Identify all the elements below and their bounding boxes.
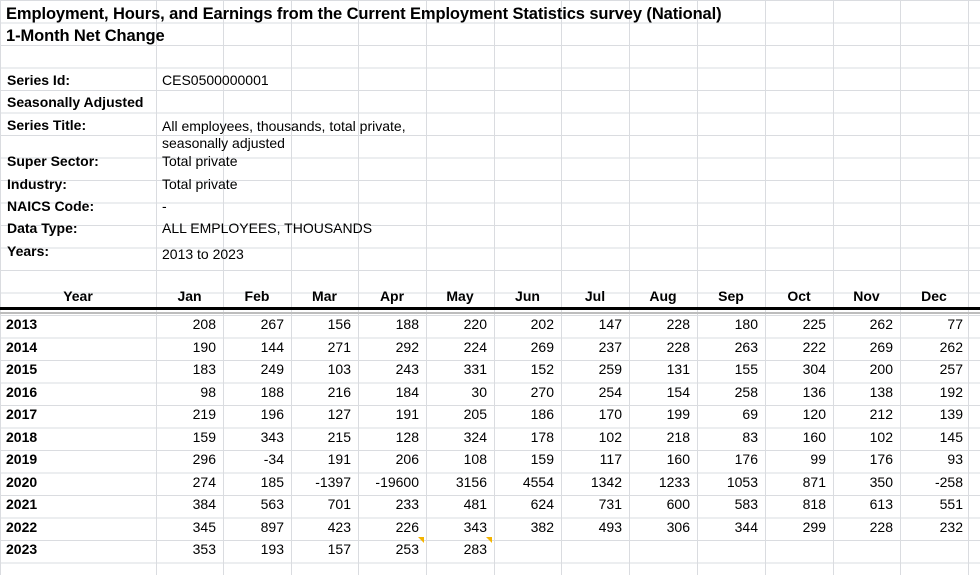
table-cell[interactable]: 212 [869,406,893,422]
table-cell[interactable]: 243 [395,361,419,377]
table-cell[interactable]: 108 [463,451,487,467]
meta-label: NAICS Code: [7,198,95,214]
table-cell[interactable]: 871 [802,473,826,490]
table-cell[interactable]: 254 [598,383,622,400]
table-cell[interactable]: 138 [869,383,893,400]
table-cell[interactable]: 1233 [658,473,690,490]
row-year[interactable]: 2016 [6,383,38,400]
table-cell[interactable]: 818 [802,496,826,512]
grid-line [968,0,969,575]
table-cell[interactable]: 160 [666,451,690,467]
table-cell[interactable]: 613 [869,496,893,512]
table-cell[interactable]: 257 [939,361,963,377]
table-cell[interactable]: 178 [530,428,554,445]
table-cell[interactable]: 192 [939,383,963,400]
table-cell[interactable]: 77 [947,316,963,332]
table-cell[interactable]: 103 [327,361,351,377]
meta-value: CES0500000001 [162,72,269,88]
table-cell[interactable]: 263 [734,338,758,355]
table-cell[interactable]: 343 [463,518,487,535]
meta-label: Data Type: [7,220,78,236]
column-header-month[interactable]: Aug [649,288,677,304]
row-year[interactable]: 2017 [6,406,38,422]
table-cell[interactable]: 493 [598,518,622,535]
table-cell[interactable]: 176 [869,451,893,467]
table-cell[interactable]: 296 [192,451,216,467]
table-cell[interactable]: 218 [666,428,690,445]
table-cell[interactable]: 331 [463,361,487,377]
table-cell[interactable]: 262 [939,338,963,355]
table-cell[interactable]: 4554 [522,473,554,490]
row-year[interactable]: 2015 [6,361,38,377]
table-cell[interactable]: 199 [666,406,690,422]
table-cell[interactable]: 30 [471,383,487,400]
table-cell[interactable]: 1053 [726,473,758,490]
comment-marker-icon[interactable] [486,537,492,543]
table-cell[interactable]: 83 [742,428,758,445]
table-cell[interactable]: 136 [802,383,826,400]
table-cell[interactable]: 228 [869,518,893,535]
table-cell[interactable]: 139 [939,406,963,422]
table-cell[interactable]: 267 [260,316,284,332]
table-cell[interactable]: 215 [327,428,351,445]
table-cell[interactable]: 249 [260,361,284,377]
table-cell[interactable]: 731 [598,496,622,512]
sheet-subtitle: 1-Month Net Change [6,27,165,45]
table-cell[interactable]: -19600 [375,473,419,490]
table-cell[interactable]: -258 [934,473,963,490]
row-year[interactable]: 2014 [6,338,38,355]
table-cell[interactable]: 274 [192,473,216,490]
table-cell[interactable]: 481 [463,496,487,512]
table-cell[interactable]: 345 [192,518,216,535]
column-header-month[interactable]: Oct [787,288,811,304]
row-year[interactable]: 2018 [6,428,38,445]
table-cell[interactable]: 205 [463,406,487,422]
column-header-month[interactable]: Jan [177,288,202,304]
table-cell[interactable]: 208 [192,316,216,332]
table-cell[interactable]: 299 [802,518,826,535]
table-cell[interactable]: 183 [192,361,216,377]
table-cell[interactable]: 258 [734,383,758,400]
table-cell[interactable]: 180 [734,316,758,332]
table-cell[interactable]: 306 [666,518,690,535]
column-header-month[interactable]: Jun [515,288,540,304]
column-header-year[interactable]: Year [63,288,93,304]
table-cell[interactable]: 3156 [455,473,487,490]
table-cell[interactable]: 206 [395,451,419,467]
table-cell[interactable]: 152 [530,361,554,377]
table-cell[interactable]: 353 [192,541,216,557]
column-header-month[interactable]: Sep [718,288,744,304]
table-cell[interactable]: 270 [530,383,554,400]
table-cell[interactable]: 271 [327,338,351,355]
meta-value: 2013 to 2023 [162,246,244,262]
table-cell[interactable]: 191 [327,451,351,467]
table-cell[interactable]: 259 [598,361,622,377]
column-header-month[interactable]: Jul [584,288,606,304]
meta-label: Industry: [7,176,67,192]
table-cell[interactable]: 226 [395,518,419,535]
table-cell[interactable]: 220 [463,316,487,332]
header-divider-shadow [0,312,980,314]
table-cell[interactable]: 262 [869,316,893,332]
meta-value: - [162,198,167,214]
table-cell[interactable]: 624 [530,496,554,512]
table-cell[interactable]: 600 [666,496,690,512]
table-cell[interactable]: 184 [395,383,419,400]
table-cell[interactable]: 225 [802,316,826,332]
table-cell[interactable]: 157 [327,541,351,557]
table-cell[interactable]: 283 [463,541,487,557]
column-header-month[interactable]: Dec [921,288,947,304]
meta-label: Series Id: [7,72,71,88]
table-cell[interactable]: 269 [869,338,893,355]
meta-label: Years: [7,243,50,259]
row-year[interactable]: 2020 [6,473,38,490]
sheet-title: Employment, Hours, and Earnings from the Current Employment Statistics survey (National) [6,5,722,23]
table-cell[interactable]: 128 [395,428,419,445]
column-header-month[interactable]: Feb [244,288,270,304]
table-cell[interactable]: 193 [260,541,284,557]
table-cell[interactable]: 131 [666,361,690,377]
table-cell[interactable]: 93 [947,451,963,467]
table-cell[interactable]: -34 [263,451,284,467]
row-year[interactable]: 2013 [6,316,38,332]
table-cell[interactable]: 155 [734,361,758,377]
meta-value: Total private [162,153,238,169]
table-cell[interactable]: 185 [260,473,284,490]
table-cell[interactable]: 382 [530,518,554,535]
row-year[interactable]: 2023 [6,541,38,557]
table-cell[interactable]: 219 [192,406,216,422]
comment-marker-icon[interactable] [418,537,424,543]
table-cell[interactable]: 343 [260,428,284,445]
table-cell[interactable]: 228 [666,316,690,332]
table-cell[interactable]: 186 [530,406,554,422]
table-cell[interactable]: 159 [192,428,216,445]
table-cell[interactable]: 350 [869,473,893,490]
table-cell[interactable]: 324 [463,428,487,445]
table-cell[interactable]: 159 [530,451,554,467]
table-cell[interactable]: 190 [192,338,216,355]
meta-value: Total private [162,176,238,192]
table-cell[interactable]: 98 [200,383,216,400]
table-cell[interactable]: 99 [810,451,826,467]
table-cell[interactable]: 102 [598,428,622,445]
table-cell[interactable]: 69 [742,406,758,422]
table-cell[interactable]: 216 [327,383,351,400]
table-cell[interactable]: 551 [939,496,963,512]
table-cell[interactable]: 188 [395,316,419,332]
column-header-month[interactable]: Mar [312,288,337,304]
table-cell[interactable]: 127 [327,406,351,422]
table-cell[interactable]: 253 [395,541,419,557]
row-year[interactable]: 2022 [6,518,38,535]
meta-label: Series Title: [7,117,87,133]
table-cell[interactable]: 233 [395,496,419,512]
table-cell[interactable]: 304 [802,361,826,377]
table-cell[interactable]: 384 [192,496,216,512]
table-cell[interactable]: 222 [802,338,826,355]
table-cell[interactable]: 120 [802,406,826,422]
column-header-month[interactable]: Apr [379,288,405,304]
table-cell[interactable]: 583 [734,496,758,512]
table-cell[interactable]: 156 [327,316,351,332]
table-cell[interactable]: 232 [939,518,963,535]
table-cell[interactable]: 144 [260,338,284,355]
table-cell[interactable]: 145 [939,428,963,445]
meta-value: All employees, thousands, total private, seasonally adjusted [162,118,406,151]
meta-label: Super Sector: [7,153,99,169]
table-cell[interactable]: 344 [734,518,758,535]
table-cell[interactable]: 188 [260,383,284,400]
table-cell[interactable]: 563 [260,496,284,512]
table-cell[interactable]: 117 [599,451,622,467]
table-cell[interactable]: 191 [395,406,419,422]
table-cell[interactable]: 196 [260,406,284,422]
table-cell[interactable]: 147 [598,316,622,332]
table-cell[interactable]: 701 [327,496,351,512]
table-cell[interactable]: 423 [327,518,351,535]
row-year[interactable]: 2019 [6,451,38,467]
column-header-month[interactable]: May [446,288,474,304]
table-cell[interactable]: 160 [802,428,826,445]
meta-label: Seasonally Adjusted [7,94,144,110]
table-cell[interactable]: 292 [395,338,419,355]
table-cell[interactable]: 102 [869,428,893,445]
meta-value: ALL EMPLOYEES, THOUSANDS [162,220,373,236]
table-cell[interactable]: 176 [734,451,758,467]
row-year[interactable]: 2021 [6,496,38,512]
table-cell[interactable]: 237 [598,338,622,355]
header-divider [0,307,980,310]
table-cell[interactable]: 154 [666,383,690,400]
table-cell[interactable]: 228 [666,338,690,355]
table-cell[interactable]: 200 [869,361,893,377]
table-cell[interactable]: 1342 [590,473,622,490]
table-cell[interactable]: 170 [598,406,622,422]
table-cell[interactable]: -1397 [315,473,351,490]
column-header-month[interactable]: Nov [853,288,880,304]
table-cell[interactable]: 224 [463,338,487,355]
table-cell[interactable]: 269 [530,338,554,355]
table-cell[interactable]: 897 [260,518,284,535]
table-cell[interactable]: 202 [530,316,554,332]
